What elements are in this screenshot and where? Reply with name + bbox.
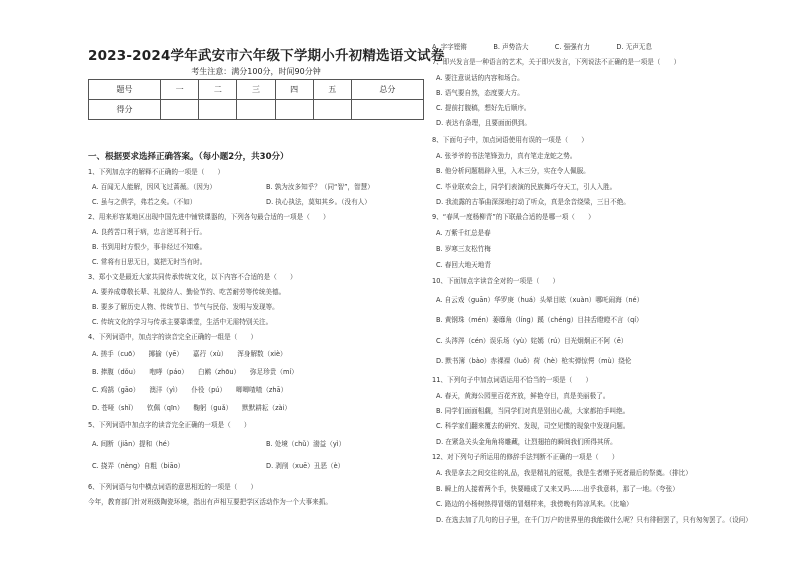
answer-option: C. 传统文化的学习与传承主要靠课堂，生活中无需特别关注。 (92, 318, 273, 326)
answer-option: A. 张爷爷的书法笔锋劲力，真有笔走龙蛇之势。 (436, 152, 577, 160)
score-cell (161, 100, 199, 120)
answer-option: D. 我流露的古筝曲深深地打动了听众，真是余音绕梁，三日不绝。 (436, 198, 630, 206)
answer-option: B. 他分析问题精辟入里，入木三分，实在令人佩服。 (436, 167, 590, 175)
answer-option: C. 头涔涔（cén）误乐场（yù）姹嫣（rú）目光炯炯正不阿（ē） (436, 337, 628, 345)
question-line: 1、下列加点字的解释不正确的一项是（ ） (88, 168, 225, 176)
exam-title: 2023-2024学年武安市六年级下学期小升初精选语文试卷 (88, 48, 445, 64)
question-line: 2、用来形容某地区出现中国先进中铺铁课器的，下列各句最合适的一项是（ ） (88, 213, 330, 221)
answer-option: B. 书到用时方恨少，事非经过不知难。 (92, 243, 207, 251)
answer-option: C. 鸡鹄（gāo） 澳洋（yì） 仆役（pú） 唧唧喳喳（zhā） (92, 386, 288, 394)
answer-option: C. 路边的小杨树热得冒烟的冒烟样来，我傍晚有阵凉风来。（比喻） (436, 500, 633, 508)
score-cell: 二 (199, 80, 237, 100)
exam-notice: 考生注意：满分100分，时间90分钟 (191, 67, 321, 76)
score-table-header-row (89, 80, 424, 100)
score-cell (275, 100, 313, 120)
score-cell: 题号 (89, 80, 161, 100)
answer-option: B. 捧腹（dǒu） 咆哮（páo） 白鹇（zhōu） 弥足珍贵（mí） (92, 368, 298, 376)
score-cell: 五 (313, 80, 351, 100)
score-cell (237, 100, 275, 120)
answer-option: C. 常将有日思无日，莫把无时当有时。 (92, 258, 207, 266)
answer-option: B. 同学们面面相觑，当同学们对真是别出心裁，大家都拍手叫绝。 (436, 407, 630, 415)
score-table-score-row (89, 100, 424, 120)
score-cell: 得分 (89, 100, 161, 120)
answer-option: D. 在选去加了几句的日子里，在千门万户的世界里的我能做什么呢？只有徘徊罢了，只有匆匆罢了。（设问） (436, 516, 752, 524)
answer-option: B. 岁寒三友松竹梅 (436, 245, 491, 253)
answer-option: A. 要养成尊敬长辈、礼貌待人、勤俭节约、吃苦耐劳等传统美德。 (92, 288, 286, 296)
question-line: 11、下列句子中加点词语运用不恰当的一项是（ ） (432, 376, 593, 384)
answer-option: A. 字字铿锵 B. 声势浩大 C. 强强有力 D. 无声无息 (432, 43, 652, 51)
score-cell: 四 (275, 80, 313, 100)
answer-option: A. 我是拿去之间交往的礼品，我是精礼的冠冕，我是生者赠予死者最后的祭奠。（排比） (436, 469, 692, 477)
question-line: 今年，教育部门针对班级陶瓷环境，指出有声相互要把学区活动作为一个大事来抓。 (88, 498, 332, 506)
answer-option: A. 百闻无人能解，因风飞过蔷薇。（因为） (92, 183, 216, 191)
answer-option: D. 剥削（xuē）丑恶（è） (266, 462, 345, 470)
question-line: 8、下面句子中，加点词语使用有误的一项是（ ） (432, 136, 588, 144)
answer-option: A. 搓手（cuō） 揶揄（yē） 嘉荇（xù） 浑身解数（xiè） (92, 350, 287, 358)
answer-option: A. 间断（jiān）提和（hé） (92, 440, 174, 448)
answer-option: C. 提前打腹稿，想好先后顺序。 (436, 104, 531, 112)
answer-option: B. 瞬上的人接着两个手，快要睡成了又来又吗……出乎我意料，那了一地。（夸张） (436, 485, 679, 493)
answer-option: C. 虽与之俱学，弗若之矣。（不如） (92, 198, 197, 206)
answer-option: C. 挠弄（nèng）自粗（biāo） (92, 462, 185, 470)
score-cell (199, 100, 237, 120)
answer-option: D. 苍哑（shǐ） 钦佩（qīn） 鞠躬（guǎ） 默默耕耘（zài） (92, 404, 291, 412)
question-line: 12、对下列句子所运用的修辞手法判断不正确的一项是（ ） (432, 453, 619, 461)
answer-option: B. 处境（chǔ）渤益（yì） (266, 440, 346, 448)
question-line: 5、下列词语中加点字的读音完全正确的一项是（ ） (88, 421, 251, 429)
answer-option: B. 黄钢珠（mén）萎靡角（líng）蹊（chéng）目挂舌瞪瞪不言（qí） (436, 316, 643, 324)
answer-option: D. 默书簿（bào）赤裸裸（luǒ）荷（hè）枪实弹惊愕（mù）绕伦 (436, 357, 632, 365)
answer-option: A. 良药苦口利于病，忠言逆耳利于行。 (92, 228, 207, 236)
question-line: 10、下面加点字读音全对的一项是（ ） (432, 277, 560, 285)
answer-option: B. 要多了解历史人物、传统节日、节气与民俗、发明与发现等。 (92, 303, 279, 311)
answer-option: D. 在紧急关头金角角将雕藏，让烈翅拍的瞬间我们所得其所。 (436, 438, 617, 446)
answer-option: B. 语气要自然，态度要大方。 (436, 89, 524, 97)
score-cell (313, 100, 351, 120)
question-line: 6、下列词语与句中横点词语的意思相近的一项是（ ） (88, 483, 258, 491)
question-line: 9、“春风一度杨柳青”的下联最合适的是哪一项（ ） (432, 213, 595, 221)
answer-option: A. 要注意说话的内容和场合。 (436, 74, 524, 82)
answer-option: A. 自云戏（guān）华罗庚（huá）头晕目眩（xuàn）哪吒闹海（né） (436, 296, 644, 304)
score-cell (351, 100, 423, 120)
question-line: 4、下列词语中，加点字的读音完全正确的一组是（ ） (88, 333, 258, 341)
answer-option: D. 表达有条理，且要面面俱到。 (436, 119, 531, 127)
answer-option: D. 执心执法，莫知其乡。（没有人） (266, 198, 371, 206)
answer-option: A. 春天，黄海公园里百花齐放，鲜艳夺目，真是美丽极了。 (436, 392, 610, 400)
question-line: 3、郑小文是最近大家共同传承传统文化，以下内容不合适的是（ ） (88, 273, 297, 281)
answer-option: C. 毕业联欢会上，同学们表演的民族舞巧夺天工，引人入胜。 (436, 183, 617, 191)
answer-option: C. 春回大地天地青 (436, 261, 491, 269)
answer-option: C. 科学家们翻来覆去的研究、发现，司空见惯的现象中发现问题。 (436, 422, 630, 430)
question-line: 7、即兴发言是一种语言的艺术，关于即兴发言，下列说法不正确的是一项是（ ） (432, 58, 681, 66)
score-cell: 一 (161, 80, 199, 100)
answer-option: B. 孰为汝多知乎？（同“智”，智慧） (266, 183, 374, 191)
score-table (88, 79, 424, 120)
score-cell: 总分 (351, 80, 423, 100)
score-cell: 三 (237, 80, 275, 100)
section-heading: 一、根据要求选择正确答案。（每小题2分，共30分） (88, 152, 289, 162)
answer-option: A. 万紫千红总是春 (436, 229, 491, 237)
